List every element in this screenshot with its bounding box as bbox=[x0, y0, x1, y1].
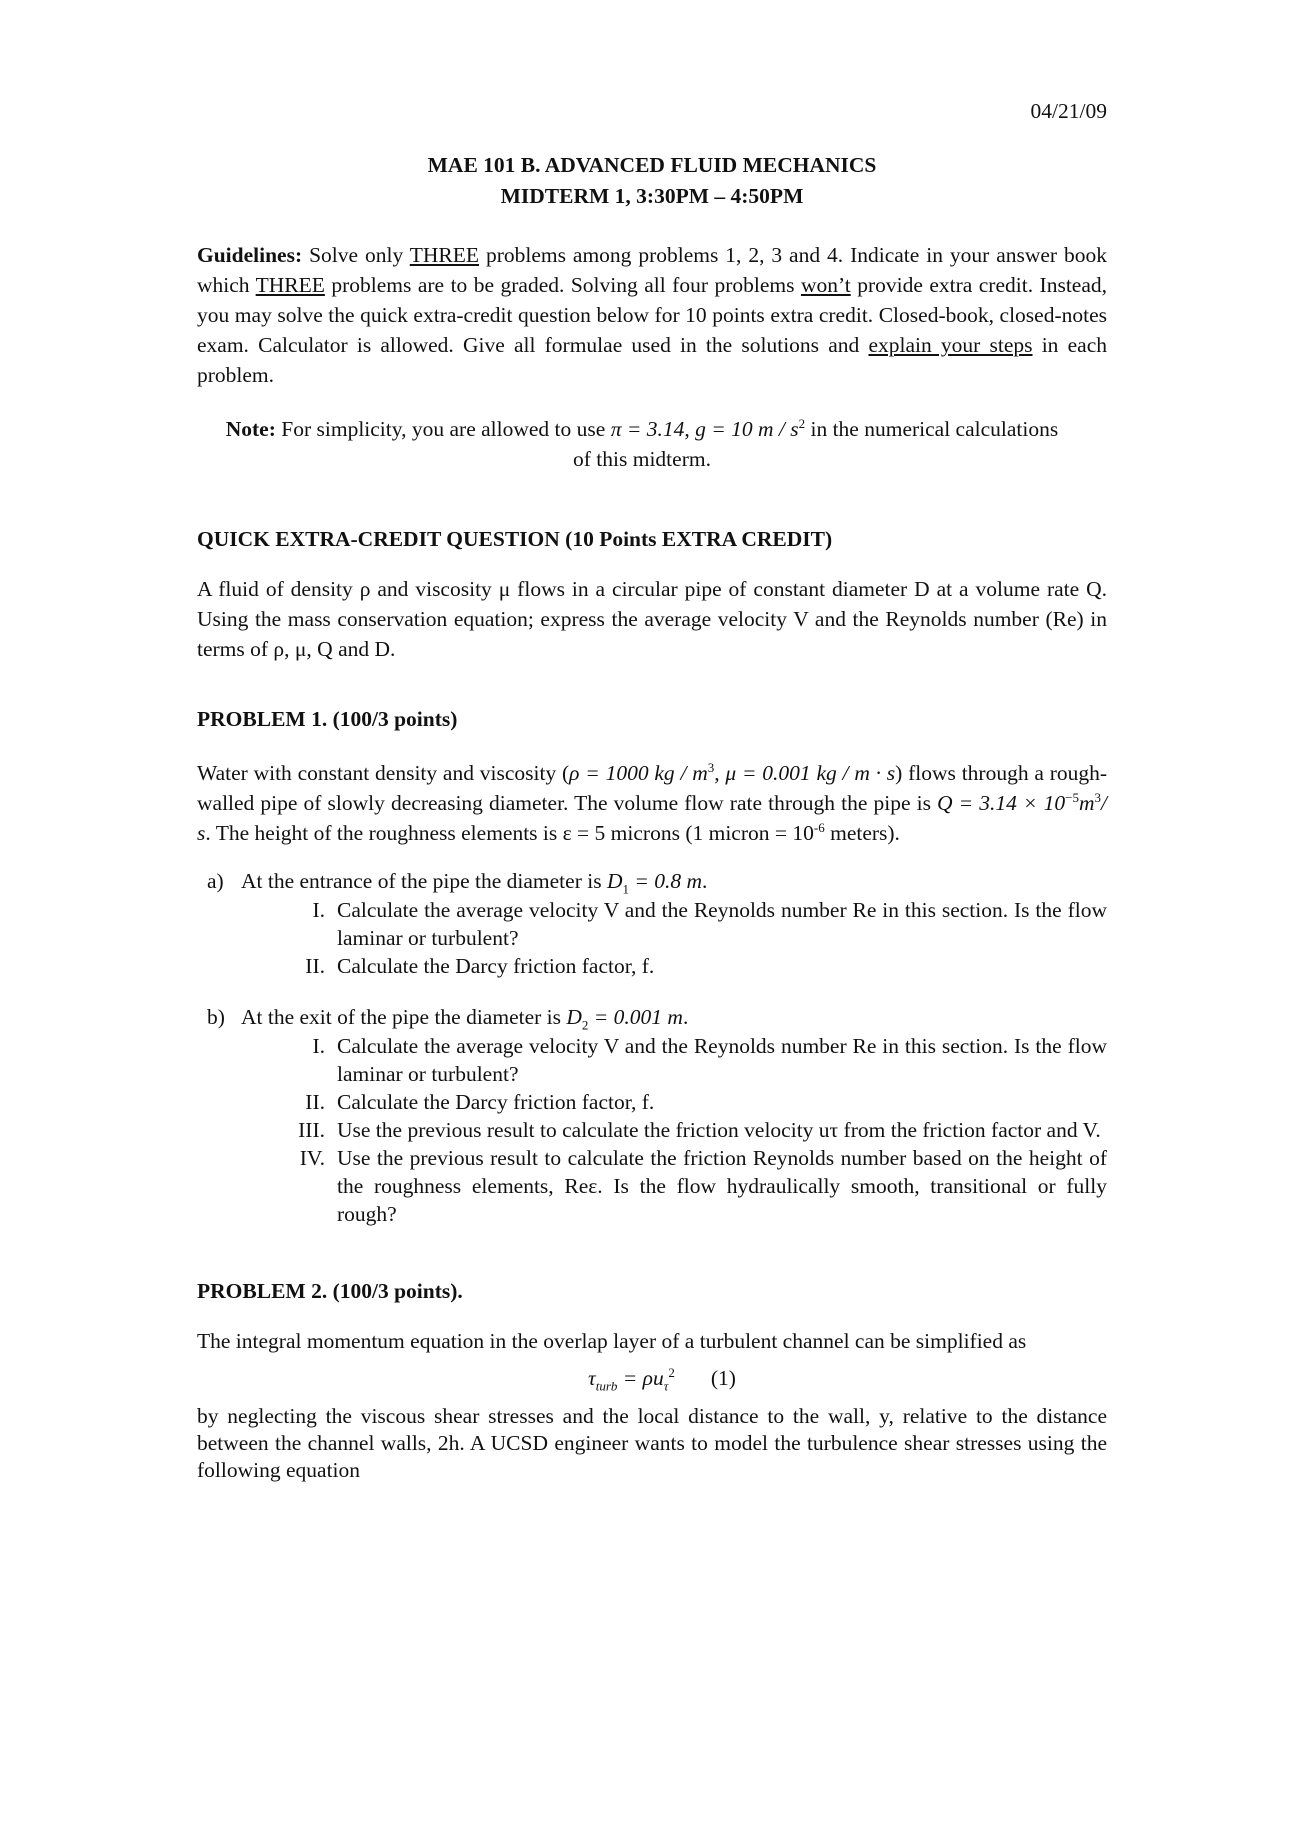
item-text: Calculate the average velocity V and the Reynolds number Re in this section. Is the flow laminar or turbulent? bbox=[337, 898, 1107, 950]
diameter-symbol: D bbox=[606, 869, 623, 893]
extra-credit-body: A fluid of density ρ and viscosity μ flows in a circular pipe of constant diameter D at a volume rate Q. Using the mass conservation equation; express the average velocity V and the Reynolds number (Re) in terms of ρ, μ, Q and D. bbox=[197, 577, 1107, 661]
equation-rhs: = ρu bbox=[622, 1366, 664, 1390]
equation-lhs: τ bbox=[588, 1366, 596, 1390]
item-number: II. bbox=[305, 1090, 325, 1114]
note-text: For simplicity, you are allowed to use bbox=[281, 417, 606, 441]
note-paragraph: Note: For simplicity, you are allowed to use π = 3.14, g = 10 m / $s^2$ in the numerical calculations of this midterm. bbox=[225, 415, 1059, 471]
part-a-letter: a) bbox=[207, 869, 224, 893]
pi-value: π = 3.14 bbox=[610, 417, 685, 441]
equation-rhs-exponent: 2 bbox=[668, 1364, 675, 1380]
equation-number: (1) bbox=[710, 1366, 736, 1390]
part-a-item bbox=[197, 952, 1107, 980]
note-label: Note: bbox=[225, 417, 276, 441]
part-b-item bbox=[197, 1144, 1107, 1228]
exam-title: MIDTERM 1, 3:30PM – 4:50PM bbox=[500, 184, 804, 208]
gravity-exponent: 2 bbox=[798, 415, 806, 431]
micron-exponent: -6 bbox=[813, 819, 825, 835]
item-number: III. bbox=[298, 1118, 325, 1142]
guidelines-emphasis: won’t bbox=[800, 273, 851, 297]
problem1-part-b bbox=[197, 1002, 1107, 1228]
equation-rhs-subscript: τ bbox=[663, 1378, 669, 1394]
part-b-text: At the exit of the pipe the diameter is bbox=[241, 1005, 562, 1029]
problem1-intro: Water with constant density and viscosity (ρ = 1000 kg / $m^3$, μ = 0.001 kg / m · s) flows through a rough-walled pipe of slowly decreasing diameter. The volume flow rate through the pipe is $Q = 3.14 \times 10^{-5}m^3/$ s. The height of the roughness elements is ε = 5 microns (1 micron = $10^{-6}$ meters). bbox=[197, 759, 1108, 845]
guidelines-emphasis: explain your steps bbox=[868, 333, 1033, 357]
note-text: in the numerical calculations of this midterm. bbox=[573, 417, 1059, 471]
part-a-heading: a) At the entrance of the pipe the diameter is $D_1 = 0.8$ m. bbox=[197, 866, 1107, 896]
guidelines-text: problems are to be graded. Solving all four problems bbox=[331, 273, 795, 297]
guidelines-text: Solve only bbox=[309, 243, 404, 267]
problem1-text: ) flows through a rough-walled pipe of slowly decreasing diameter. The volume flow rate through the pipe is bbox=[197, 761, 1108, 815]
problem2-body: by neglecting the viscous shear stresses and the local distance to the wall, y, relative to the distance between the channel walls, 2h. A UCSD engineer wants to model the turbulence shear stresses using the following equation bbox=[197, 1404, 1107, 1482]
gravity-value: g = 10 m / s bbox=[695, 417, 799, 441]
item-text: Use the previous result to calculate the friction Reynolds number based on the height of the roughness elements, Reε. Is the flow hydraulically smooth, transitional or fully rough? bbox=[337, 1146, 1107, 1226]
part-b-item bbox=[197, 1032, 1107, 1088]
part-a-text: At the entrance of the pipe the diameter is bbox=[241, 869, 602, 893]
item-text: Calculate the average velocity V and the Reynolds number Re in this section. Is the flow laminar or turbulent? bbox=[337, 1034, 1107, 1086]
exam-date: 04/21/09 bbox=[1030, 99, 1107, 123]
course-title: MAE 101 B. ADVANCED FLUID MECHANICS bbox=[427, 153, 877, 177]
guidelines-text: problems among problems 1, 2, 3 and 4. Indicate in your answer book which bbox=[197, 243, 1108, 297]
item-text: Calculate the Darcy friction factor, f. bbox=[337, 1090, 655, 1114]
item-number: I. bbox=[312, 898, 325, 922]
diameter-subscript: 1 bbox=[622, 881, 629, 897]
part-a-item bbox=[197, 896, 1107, 952]
part-b-letter: b) bbox=[207, 1005, 225, 1029]
density-exponent: 3 bbox=[707, 759, 715, 775]
diameter-value: = 0.8 m bbox=[634, 869, 703, 893]
guidelines-text: provide extra credit. Instead, you may solve the quick extra-credit question below for 10 points extra credit. Closed-book, closed-notes exam. Calculator is allowed. Give all formulae used in the solutions and bbox=[197, 273, 1107, 357]
viscosity-value: μ = 0.001 kg / m · s bbox=[725, 761, 896, 785]
part-b-item bbox=[197, 1116, 1107, 1144]
problem1-text: . The height of the roughness elements is ε = 5 microns (1 micron = 10 bbox=[205, 821, 814, 845]
flowrate-unit: m bbox=[1078, 791, 1095, 815]
diameter-value: = 0.001 m bbox=[593, 1005, 683, 1029]
equation-lhs-subscript: turb bbox=[595, 1378, 618, 1394]
flowrate-exponent: −5 bbox=[1065, 789, 1079, 805]
part-b-item bbox=[197, 1088, 1107, 1116]
flowrate-unit-tail: / s bbox=[197, 791, 1107, 845]
equation-1 bbox=[197, 1363, 1107, 1393]
document-body bbox=[197, 96, 1107, 1484]
guidelines-emphasis: THREE bbox=[409, 243, 480, 267]
problem1-text: Water with constant density and viscosity ( bbox=[197, 761, 570, 785]
item-text: Use the previous result to calculate the friction velocity uτ from the friction factor and V. bbox=[337, 1118, 1101, 1142]
guidelines-text: in each problem. bbox=[197, 333, 1107, 387]
diameter-subscript: 2 bbox=[581, 1017, 589, 1033]
flowrate-value: Q = 3.14 × 10 bbox=[937, 791, 1066, 815]
guidelines-paragraph bbox=[197, 240, 1107, 390]
problem2-heading: PROBLEM 2. (100/3 points). bbox=[197, 1279, 463, 1303]
flowrate-unit-exponent: 3 bbox=[1094, 789, 1102, 805]
guidelines-emphasis: THREE bbox=[255, 273, 325, 297]
item-number: IV. bbox=[299, 1146, 325, 1170]
guidelines-label: Guidelines: bbox=[197, 243, 303, 267]
problem1-heading: PROBLEM 1. (100/3 points) bbox=[197, 707, 458, 731]
item-text: Calculate the Darcy friction factor, f. bbox=[337, 954, 655, 978]
problem2-intro: The integral momentum equation in the overlap layer of a turbulent channel can be simplified as bbox=[197, 1329, 1027, 1353]
item-number: I. bbox=[312, 1034, 325, 1058]
item-number: II. bbox=[305, 954, 325, 978]
diameter-symbol: D bbox=[566, 1005, 582, 1029]
problem1-part-a bbox=[197, 866, 1107, 980]
problem1-text: meters). bbox=[830, 821, 900, 845]
density-value: ρ = 1000 kg / m bbox=[569, 761, 708, 785]
extra-credit-heading: QUICK EXTRA-CREDIT QUESTION (10 Points EXTRA CREDIT) bbox=[197, 527, 833, 551]
part-b-heading: b) At the exit of the pipe the diameter is $D_2 = 0.001$ m. bbox=[197, 1002, 1107, 1032]
